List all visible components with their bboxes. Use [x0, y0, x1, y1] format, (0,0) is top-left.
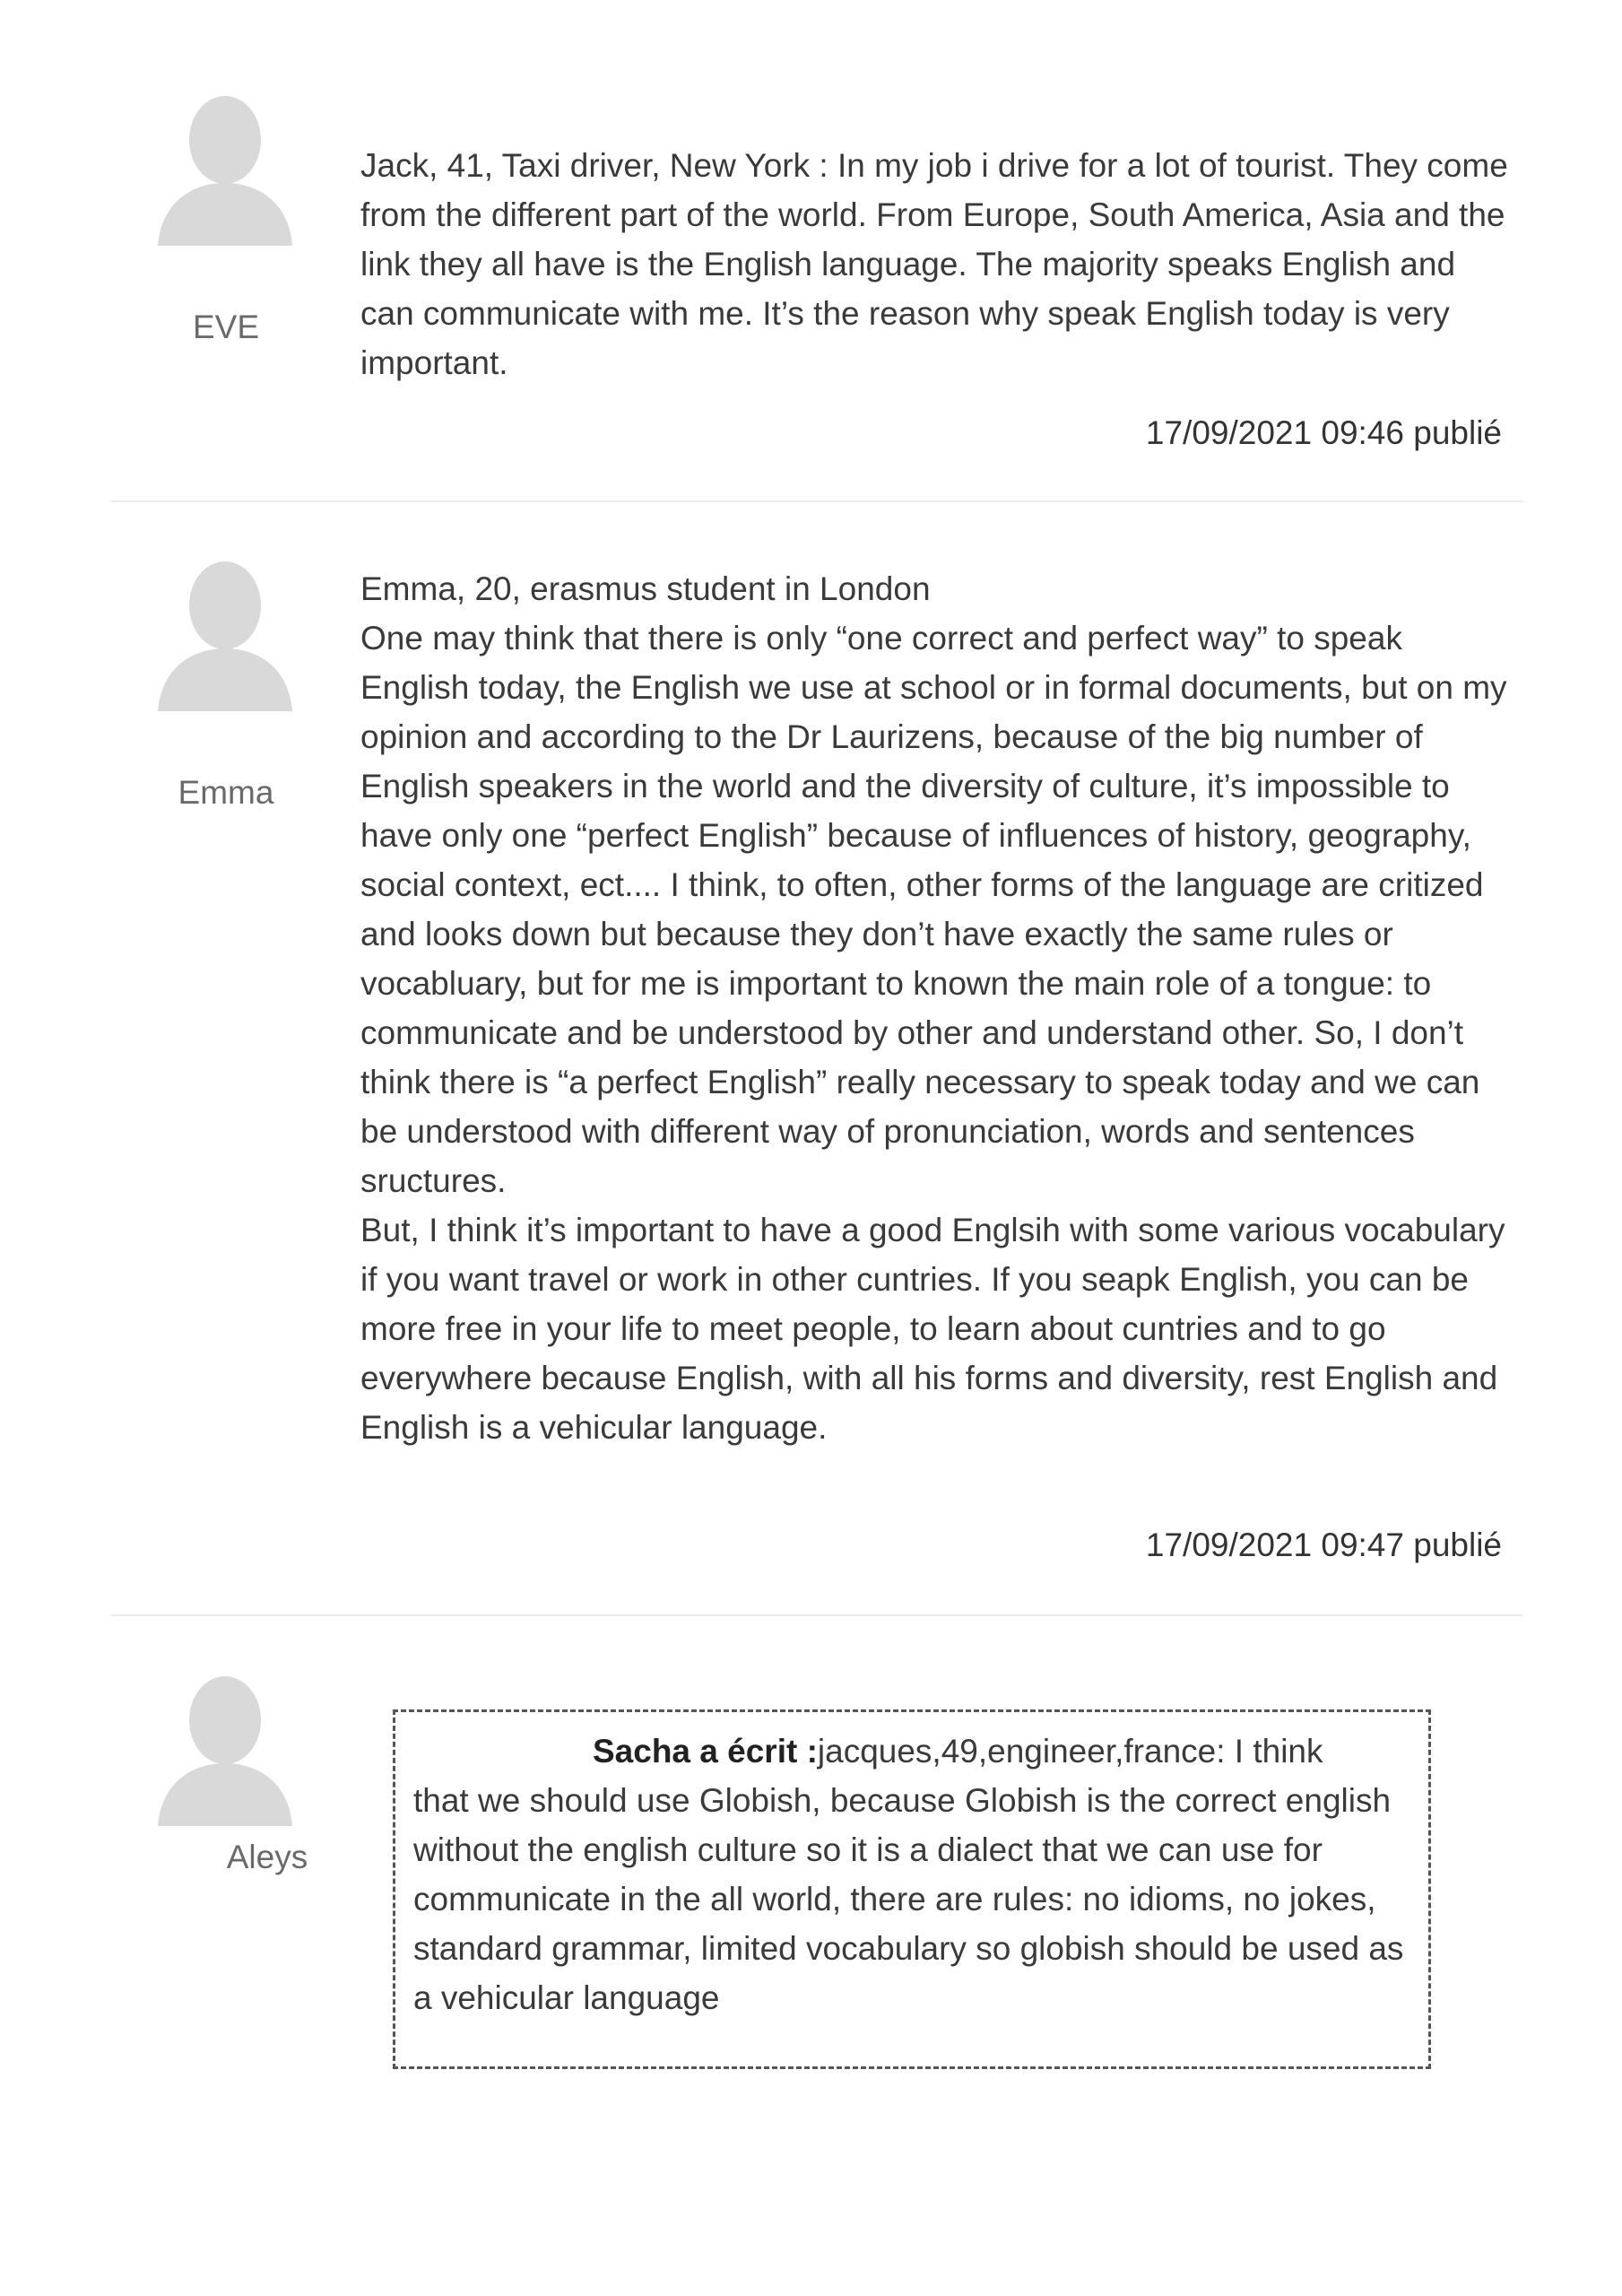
post-timestamp: 17/09/2021 09:47 publié [1145, 1526, 1502, 1563]
user-silhouette-icon [158, 559, 292, 711]
post-1 [111, 0, 1523, 502]
post-2 [111, 502, 1523, 1614]
post-message [360, 564, 1517, 1452]
message-paragraph: Emma, 20, erasmus student in London [360, 570, 931, 607]
user-silhouette-icon [158, 93, 292, 246]
author-name[interactable]: Emma [178, 774, 274, 811]
quote-text: that we should use Globish, because Globish is the correct english without the english culture so it is a dialect that we can use for communicate in the all world, there are rules: no idioms, no jokes, standard grammar, limited vocabulary so globish should be used as a vehicular language [413, 1782, 1404, 2016]
user-silhouette-icon [158, 1674, 292, 1826]
quote-first-line [413, 1726, 1410, 1776]
quoted-message [393, 1709, 1431, 2069]
author-name[interactable]: Aleys [226, 1839, 308, 1875]
avatar-icon[interactable] [158, 559, 292, 711]
avatar-icon[interactable] [158, 1674, 292, 1826]
message-paragraph: One may think that there is only “one correct and perfect way” to speak English today, the English we use at school or in formal documents, but on my opinion and according to the Dr Laurizens, because of the big number of English speakers in the world and the diversity of culture, it’s impossible to have only one “perfect English” because of influences of history, geography, social context, ect.... I think, to often, other forms of the language are critized and looks down but because they don’t have exactly the same rules or vocabluary, but for me is important to known the main role of a tongue: to communicate and be understood by other and understand other. So, I don’t think there is “a perfect English” really necessary to speak today and we can be understood with different way of pronunciation, words and sentences sructures. [360, 620, 1507, 1199]
avatar-icon[interactable] [158, 93, 292, 246]
post-message [360, 141, 1517, 387]
message-paragraph: But, I think it’s important to have a good Englsih with some various vocabulary if you want travel or work in other cuntries. If you seapk English, you can be more free in your life to meet people, to learn about cuntries and to go everywhere because English, with all his forms and diversity, rest English and English is a vehicular language. [360, 1212, 1505, 1446]
quote-text-start: jacques,49,engineer,france: I think [817, 1733, 1323, 1770]
author-name[interactable]: EVE [192, 309, 260, 345]
post-timestamp: 17/09/2021 09:46 publié [1145, 414, 1502, 451]
message-paragraph: Jack, 41, Taxi driver, New York : In my job i drive for a lot of tourist. They come from the different part of the world. From Europe, South America, Asia and the link they all have is the English language. The majority speaks English and can communicate with me. It’s the reason why speak English today is very important. [360, 147, 1508, 381]
quote-author: Sacha a écrit : [593, 1733, 818, 1770]
